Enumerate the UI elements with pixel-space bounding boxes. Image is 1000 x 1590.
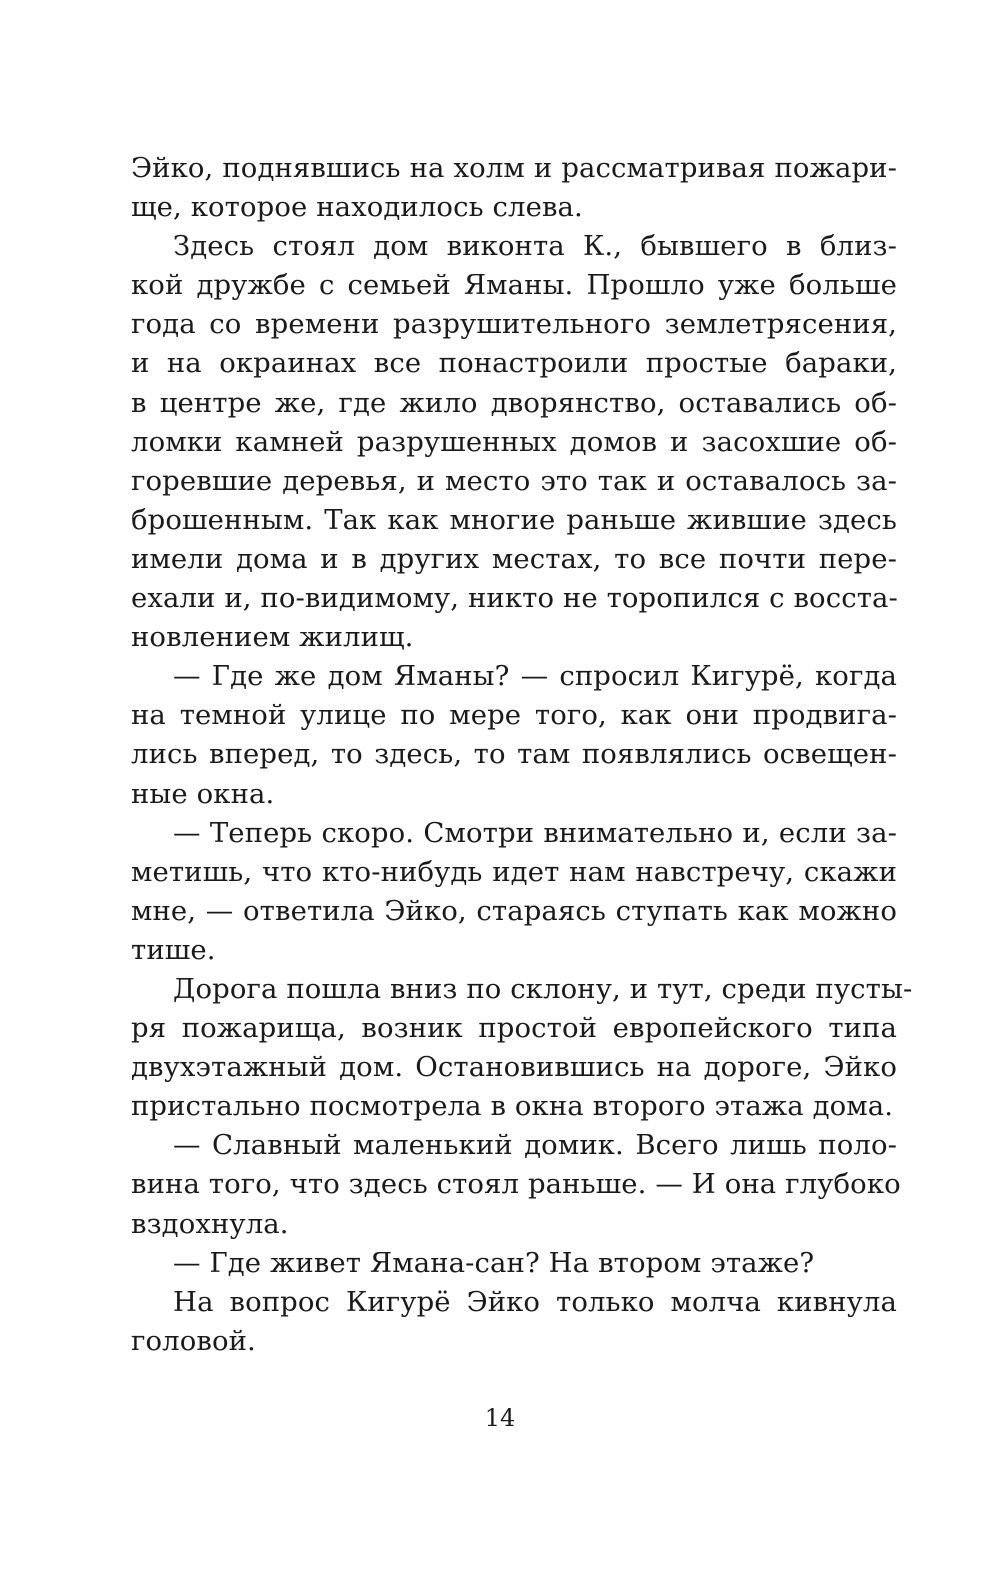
body-text: [131, 149, 913, 1361]
text-line: метишь, что кто-нибудь идет нам навстречу, скажи: [131, 855, 897, 888]
text-line: пристально посмотрела в окна второго этажа дома.: [131, 1090, 894, 1123]
page-number: 14: [484, 1404, 516, 1432]
text-line: ехали и, по-видимому, никто не торопился с восста-: [131, 582, 898, 615]
text-line: ные окна.: [131, 777, 275, 810]
text-line: Дорога пошла вниз по склону, и тут, среди пусты-: [173, 972, 913, 1005]
text-line: — Где живет Ямана-сан? На втором этаже?: [173, 1246, 815, 1279]
text-line: На вопрос Кигурё Эйко только молча кивнула: [173, 1285, 897, 1318]
text-line: брошенным. Так как многие раньше жившие здесь: [131, 503, 897, 536]
text-line: Здесь стоял дом виконта К., бывшего в близ-: [173, 230, 897, 263]
text-line: — Теперь скоро. Смотри внимательно и, если за-: [173, 816, 897, 849]
text-line: новлением жилищ.: [131, 621, 414, 654]
text-line: кой дружбе с семьей Яманы. Прошло уже больше: [131, 269, 897, 302]
text-line: в центре же, где жило дворянство, оставались об-: [131, 386, 897, 419]
text-line: головой.: [131, 1324, 256, 1357]
text-line: ще, которое находилось слева.: [131, 191, 583, 224]
text-line: ря пожарища, возник простой европейского типа: [131, 1012, 897, 1045]
text-line: на темной улице по мере того, как они продвига-: [131, 699, 897, 732]
text-line: имели дома и в других местах, то все почти пере-: [131, 542, 897, 575]
text-line: вина того, что здесь стоял раньше. — И она глубоко: [131, 1168, 901, 1201]
text-line: тише.: [131, 933, 216, 966]
text-line: двухэтажный дом. Остановившись на дороге, Эйко: [131, 1051, 897, 1084]
text-line: мне, — ответила Эйко, стараясь ступать как можно: [131, 894, 897, 927]
text-line: горевшие деревья, и место это так и оставалось за-: [131, 464, 897, 497]
text-line: — Где же дом Яманы? — спросил Кигурё, когда: [173, 660, 897, 693]
text-line: года со времени разрушительного землетрясения,: [131, 308, 897, 341]
text-line: лись вперед, то здесь, то там появлялись освещен-: [131, 738, 897, 771]
text-line: — Славный маленький домик. Всего лишь поло-: [173, 1129, 897, 1162]
text-line: ломки камней разрушенных домов и засохшие об-: [131, 425, 897, 458]
text-line: Эйко, поднявшись на холм и рассматривая пожари-: [131, 152, 897, 184]
text-line: и на окраинах все понастроили простые бараки,: [131, 347, 897, 380]
text-line: вздохнула.: [131, 1207, 289, 1240]
